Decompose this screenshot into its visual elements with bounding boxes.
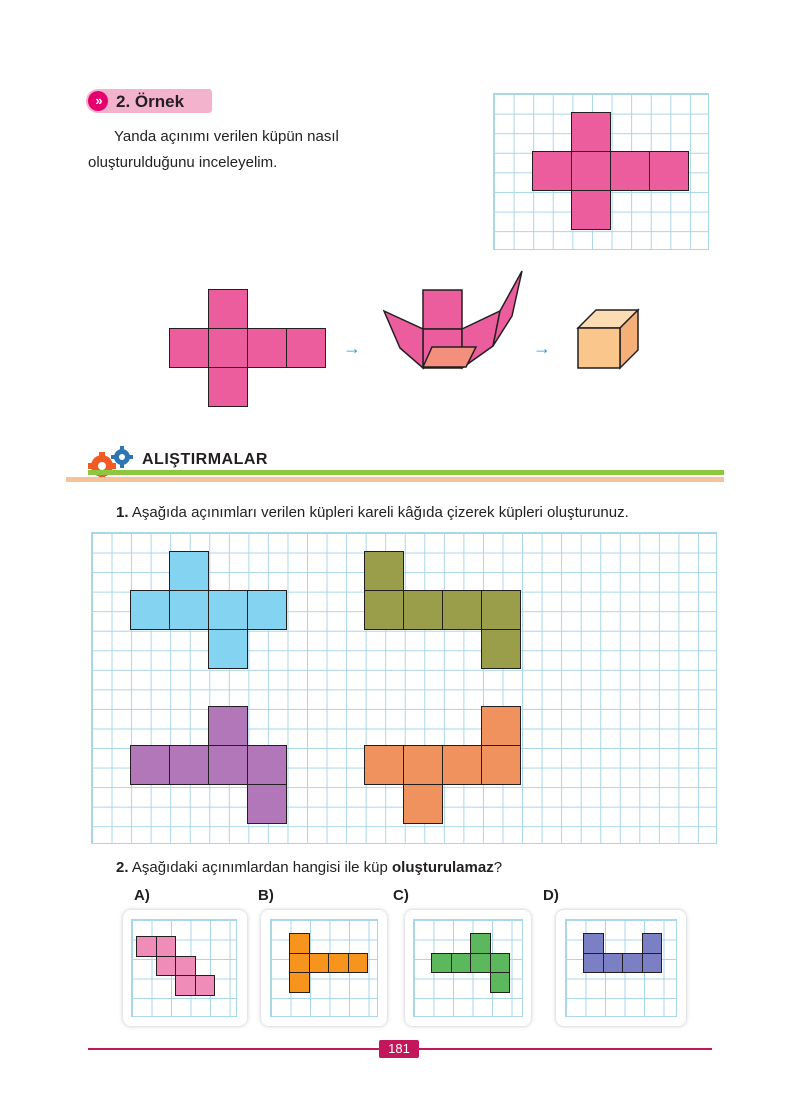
example-text <box>88 124 388 176</box>
exercise-net-orange-square <box>481 745 521 785</box>
cube <box>576 308 641 370</box>
option-b-net-square <box>289 953 310 974</box>
option-b-label: B) <box>258 887 274 904</box>
option-d-net-square <box>622 953 643 974</box>
example-net-square <box>649 151 689 191</box>
example-net-square <box>571 190 611 230</box>
exercise-net-blue-square <box>130 590 170 630</box>
option-b-net-square <box>348 953 369 974</box>
exercise-net-purple-square <box>247 745 287 785</box>
option-c-net-square <box>470 933 491 954</box>
flat-net-square <box>208 328 248 368</box>
exercise-net-orange-square <box>442 745 482 785</box>
option-c-net-square <box>490 953 511 974</box>
option-d-net-square <box>583 933 604 954</box>
exercise-net-orange-square <box>403 784 443 824</box>
exercise-net-olive-square <box>481 590 521 630</box>
exercise-net-olive-square <box>364 551 404 591</box>
option-b-net-square <box>289 972 310 993</box>
folding-net-left-face <box>384 311 423 368</box>
option-d-net-square <box>642 933 663 954</box>
question-1-number: 1. <box>116 504 129 521</box>
option-d-label: D) <box>543 887 559 904</box>
folding-net-top-face <box>423 290 462 329</box>
cube-front <box>578 328 620 368</box>
example-net-square <box>532 151 572 191</box>
example-net-square <box>571 112 611 152</box>
flat-net-square <box>208 289 248 329</box>
example-net-square <box>610 151 650 191</box>
double-chevron-icon: » <box>88 91 108 111</box>
flat-net-square <box>286 328 326 368</box>
section-divider-accent <box>66 477 724 482</box>
exercise-net-purple-square <box>247 784 287 824</box>
option-c-net-square <box>490 972 511 993</box>
exercise-net-blue-square <box>169 590 209 630</box>
exercise-net-purple-square <box>130 745 170 785</box>
option-a-net-square <box>175 975 196 996</box>
exercise-net-olive-square <box>442 590 482 630</box>
option-b-net-square <box>328 953 349 974</box>
folding-net-far-face <box>493 271 522 346</box>
flat-net-square <box>208 367 248 407</box>
option-d-net-square <box>642 953 663 974</box>
example-text-line1: Yanda açınımı verilen küpün nasıl <box>114 128 339 145</box>
exercise-net-blue-square <box>208 590 248 630</box>
exercise-net-blue-square <box>208 629 248 669</box>
question-2-number: 2. <box>116 859 129 876</box>
arrow-right-icon: → <box>533 338 551 358</box>
option-a-net-square <box>156 956 177 977</box>
question-1-text: Aşağıda açınımları verilen küpleri kareli kâğıda çizerek küpleri oluşturunuz. <box>131 504 629 521</box>
exercise-net-orange-square <box>364 745 404 785</box>
option-c-net-square <box>470 953 491 974</box>
example-text-line2: oluşturulduğunu inceleyelim. <box>88 154 278 171</box>
exercise-net-purple-square <box>208 706 248 746</box>
option-c-net-square <box>451 953 472 974</box>
question-2-text-bold: oluşturulamaz <box>392 859 494 876</box>
exercise-net-olive-square <box>481 629 521 669</box>
option-d-net-square <box>603 953 624 974</box>
exercise-net-purple-square <box>208 745 248 785</box>
folding-net-base-face <box>423 347 476 367</box>
option-b-net-square <box>309 953 330 974</box>
page-number: 181 <box>379 1040 419 1058</box>
question-1 <box>116 504 736 521</box>
question-2-text-after: ? <box>493 859 503 876</box>
option-d-net-square <box>583 953 604 974</box>
exercise-net-orange-square <box>403 745 443 785</box>
example-title: 2. Örnek <box>116 92 185 111</box>
option-c-net-square <box>431 953 452 974</box>
arrow-right-icon: → <box>343 338 361 358</box>
option-a-net-square <box>136 936 157 957</box>
question-2-text-before: Aşağıdaki açınımlardan hangisi ile küp <box>131 859 393 876</box>
exercise-net-purple-square <box>169 745 209 785</box>
flat-net-square <box>169 328 209 368</box>
section-title: ALIŞTIRMALAR <box>142 451 268 468</box>
section-divider <box>88 470 724 475</box>
exercise-net-orange-square <box>481 706 521 746</box>
exercise-net-blue-square <box>247 590 287 630</box>
option-a-net-square <box>175 956 196 977</box>
option-a-net-square <box>195 975 216 996</box>
exercise-net-olive-square <box>403 590 443 630</box>
option-a-net-square <box>156 936 177 957</box>
folding-net <box>380 268 530 373</box>
flat-net-square <box>247 328 287 368</box>
option-b-net-square <box>289 933 310 954</box>
option-c-label: C) <box>393 887 409 904</box>
question-2 <box>116 859 736 876</box>
option-a-label: A) <box>134 887 150 904</box>
exercise-net-blue-square <box>169 551 209 591</box>
example-net-square <box>571 151 611 191</box>
exercise-net-olive-square <box>364 590 404 630</box>
